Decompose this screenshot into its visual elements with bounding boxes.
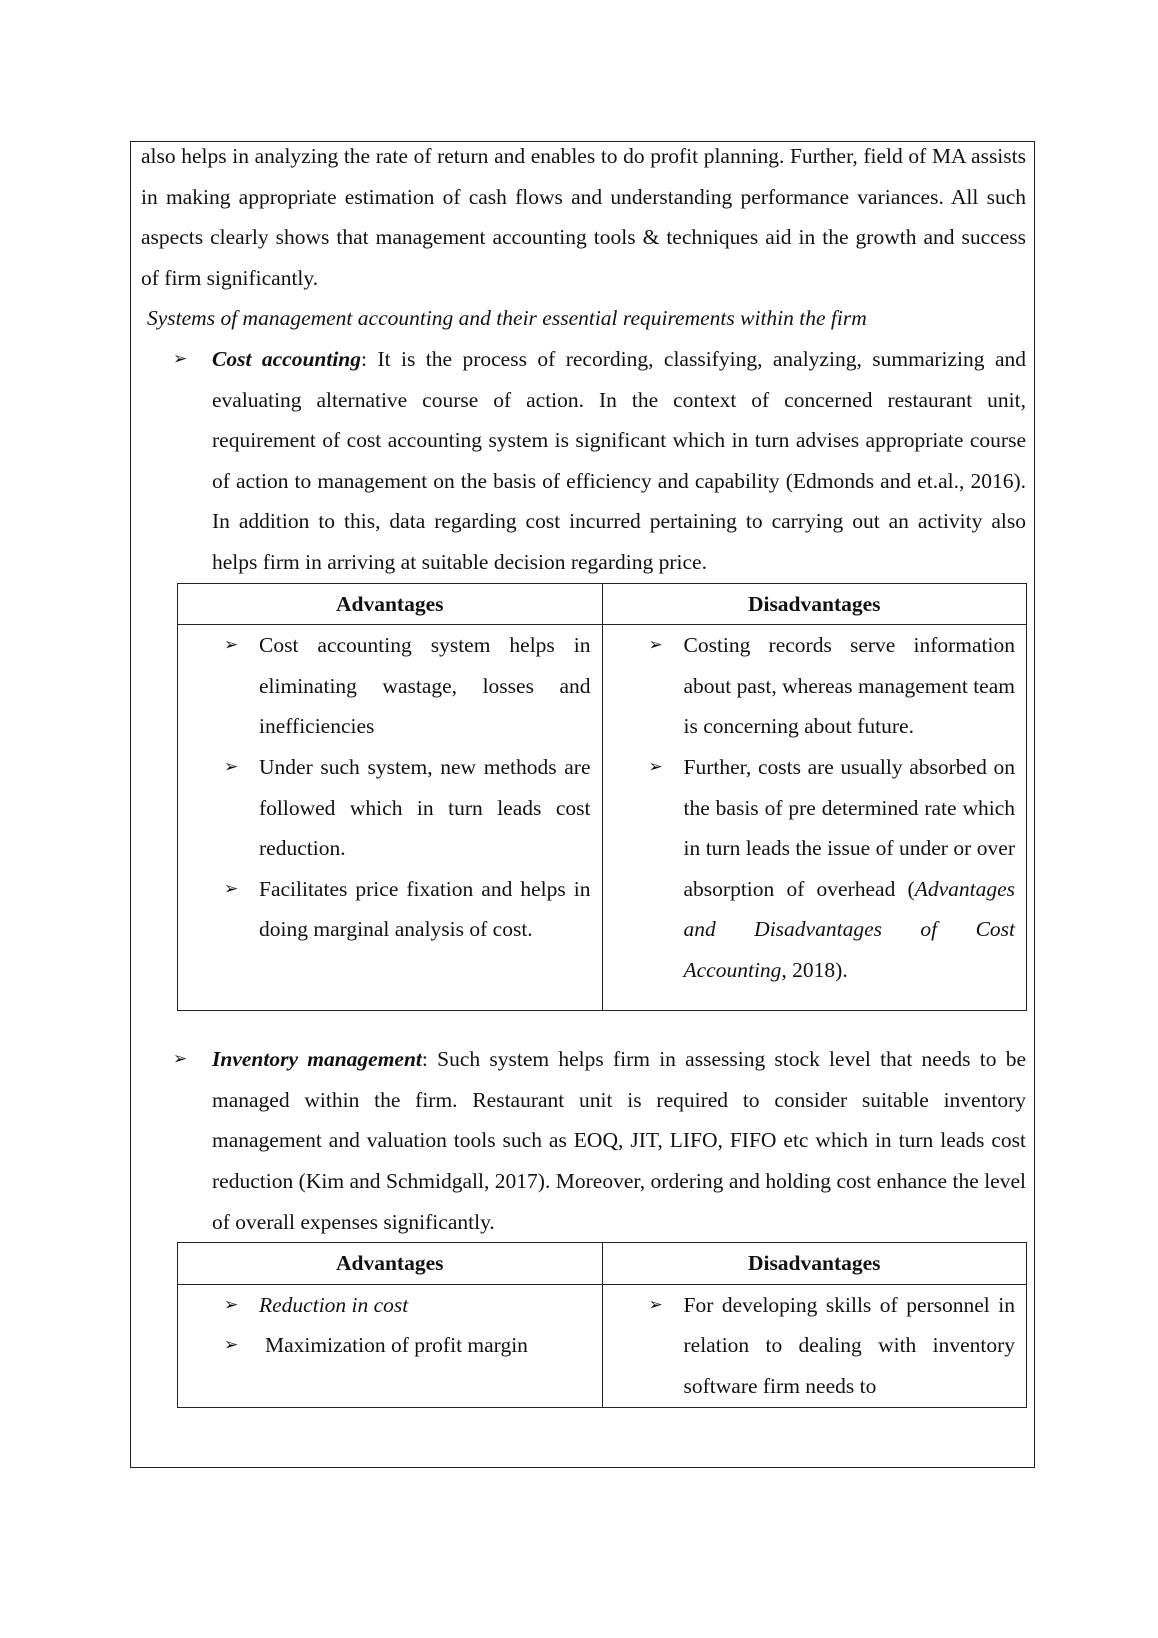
arrow-bullet-icon: ➢ bbox=[224, 756, 239, 777]
arrow-bullet-icon: ➢ bbox=[648, 756, 663, 777]
advantages-header: Advantages bbox=[178, 1243, 603, 1285]
arrow-bullet-icon: ➢ bbox=[224, 878, 239, 899]
inventory-management-table bbox=[177, 1242, 1027, 1408]
intro-paragraph: also helps in analyzing the rate of return and enables to do profit planning. Further, field of MA assists in making appropriate estimation of cash flows and understanding performance variances. All such aspects clearly shows that management accounting tools & techniques aid in the growth and success of firm significantly. bbox=[141, 144, 1026, 290]
spacer bbox=[141, 1011, 1026, 1035]
section-heading: Systems of management accounting and their essential requirements within the firm bbox=[147, 306, 867, 331]
list-item: ➢ Reduction in cost bbox=[178, 1285, 591, 1326]
disadvantages-cell bbox=[602, 1284, 1027, 1407]
disadvantages-cell bbox=[602, 625, 1027, 1011]
arrow-bullet-icon: ➢ bbox=[173, 348, 188, 369]
cost-accounting-table bbox=[177, 583, 1027, 1012]
disadvantages-header: Disadvantages bbox=[602, 583, 1027, 625]
cost-accounting-term: Cost accounting bbox=[212, 346, 362, 371]
list-item: ➢ Further, costs are usually absorbed on the basis of pre determined rate which in turn leads the issue of under or over absorption of overhead (Advantages and Disadvantages of Cost Accounting, 2018). bbox=[603, 747, 1016, 991]
disadvantages-header: Disadvantages bbox=[602, 1243, 1027, 1285]
arrow-bullet-icon: ➢ bbox=[224, 635, 239, 656]
list-item: ➢ Costing records serve information about past, whereas management team is concerning about future. bbox=[603, 625, 1016, 747]
arrow-bullet-icon: ➢ bbox=[648, 1294, 663, 1315]
advantages-header: Advantages bbox=[178, 583, 603, 625]
list-item: ➢ Cost accounting system helps in eliminating wastage, losses and inefficiencies bbox=[178, 625, 591, 747]
inventory-management-text: : Such system helps firm in assessing stock level that needs to be managed within the firm. Restaurant unit is required to consider suitable inventory management and valuation tools such as EOQ, JIT, LIFO, FIFO etc which in turn leads cost reduction (Kim and Schmidgall, 2017). Moreover, ordering and holding cost enhance the level of overall expenses significantly. bbox=[212, 1047, 1026, 1234]
arrow-bullet-icon: ➢ bbox=[648, 635, 663, 656]
list-item: ➢ Maximization of profit margin bbox=[178, 1325, 591, 1366]
advantages-cell bbox=[178, 1284, 603, 1407]
arrow-bullet-icon: ➢ bbox=[224, 1335, 239, 1356]
list-item: ➢ For developing skills of personnel in relation to dealing with inventory software firm needs to bbox=[603, 1285, 1016, 1407]
bullet-inventory-management bbox=[141, 1039, 1026, 1242]
list-item: ➢ Facilitates price fixation and helps in doing marginal analysis of cost. bbox=[178, 869, 591, 950]
arrow-bullet-icon: ➢ bbox=[224, 1294, 239, 1315]
bullet-cost-accounting bbox=[141, 339, 1026, 583]
list-item: ➢ Under such system, new methods are followed which in turn leads cost reduction. bbox=[178, 747, 591, 869]
inventory-management-term: Inventory management bbox=[212, 1047, 422, 1072]
document-body bbox=[141, 136, 1026, 1408]
advantages-cell bbox=[178, 625, 603, 1011]
arrow-bullet-icon: ➢ bbox=[173, 1049, 188, 1070]
cost-accounting-text: : It is the process of recording, classifying, analyzing, summarizing and evaluating alternative course of action. In the context of concerned restaurant unit, requirement of cost accounting system is significant which in turn advises appropriate course of action to management on the basis of efficiency and capability (Edmonds and et.al., 2016). In addition to this, data regarding cost incurred pertaining to carrying out an activity also helps firm in arriving at suitable decision regarding price. bbox=[212, 346, 1026, 574]
citation-title: Advantages and Disadvantages of Cost Accounting bbox=[683, 876, 1015, 982]
